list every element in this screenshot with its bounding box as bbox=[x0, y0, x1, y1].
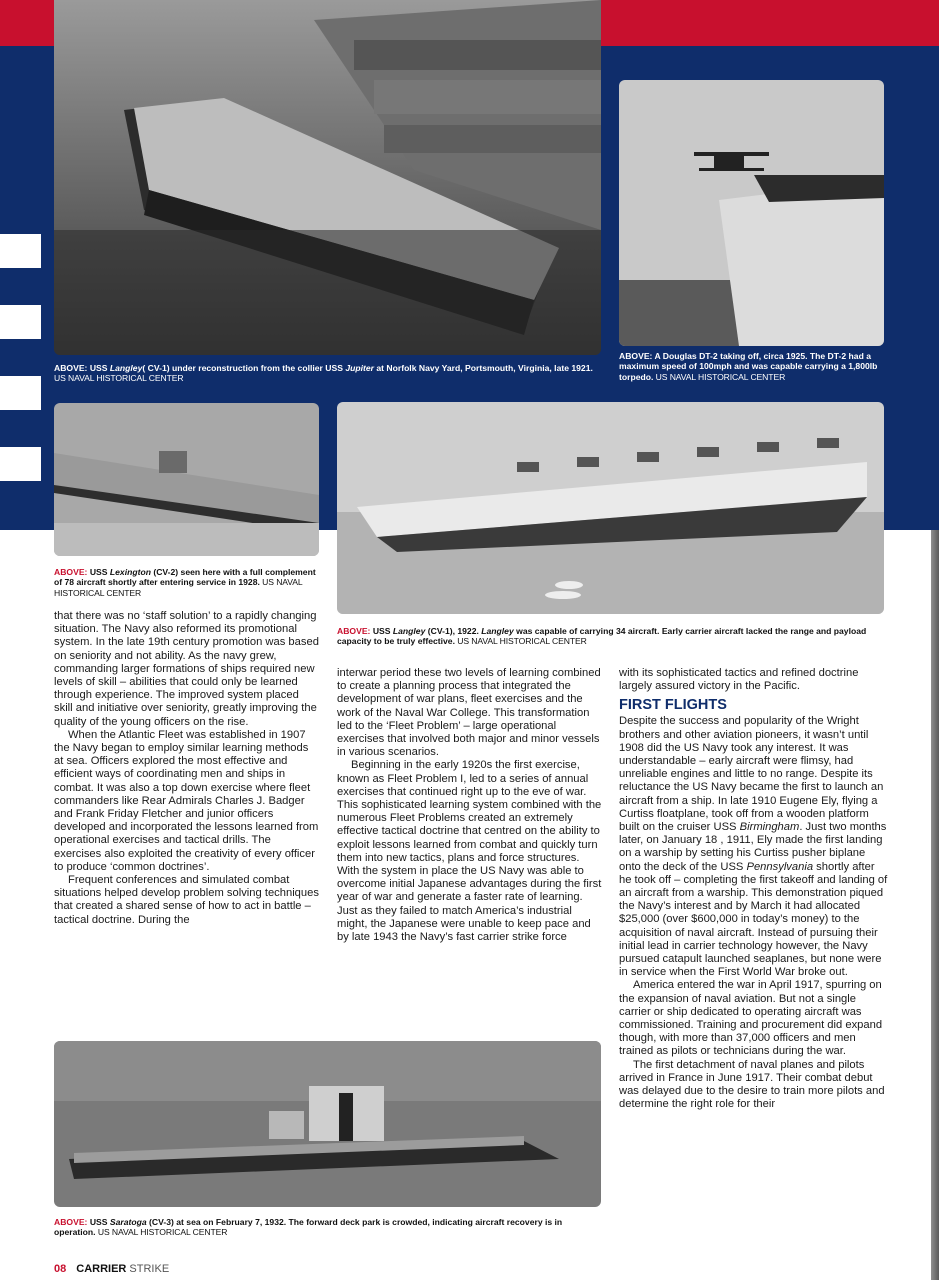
flag-stripe bbox=[0, 234, 41, 268]
caption-text: at Norfolk Navy Yard, Portsmouth, Virginia, late 1921. bbox=[373, 363, 593, 373]
caption-italic: Langley bbox=[481, 626, 514, 636]
flag-stripe bbox=[0, 305, 41, 339]
page-footer bbox=[54, 1263, 169, 1275]
paragraph: America entered the war in April 1917, spurring on the expansion of naval aviation. But not a single carrier or ship dedicated to operating aircraft was commissioned. Training and procurement did expand though, with more than 37,000 officers and men trained as pilots or technicians during the war. bbox=[619, 979, 883, 1058]
caption-text: (CV-1), 1922. bbox=[425, 626, 482, 636]
magazine-title-suffix: STRIKE bbox=[126, 1263, 170, 1275]
paragraph: The first detachment of naval planes and pilots arrived in France in June 1917. Their combat debut was delayed due to the desire to train more pilots and determine the right role for their bbox=[619, 1058, 885, 1111]
photo-lexington bbox=[54, 403, 319, 556]
section-heading: FIRST FLIGHTS bbox=[619, 697, 727, 714]
caption-label: ABOVE: bbox=[54, 1217, 88, 1227]
caption-italic: Jupiter bbox=[345, 363, 374, 373]
caption-italic: Saratoga bbox=[109, 1217, 147, 1227]
paragraph-text: shortly after he took off – completing the first takeoff and landing of an aircraft from a warship. This demonstration piqued the Navy’s interest and by March it had allocated $25,000 (over $600,000 in today’s money) to the acquisition of naval aircraft. Instead of pursuing their initial lead in carrier technology however, the Navy pursued catapult launched seaplanes, but none were in service when the First World War broke out. bbox=[619, 860, 888, 979]
caption-italic: Langley bbox=[109, 363, 143, 373]
photo-credit: US NAVAL HISTORICAL CENTER bbox=[653, 371, 786, 382]
paragraph-text: Despite the success and popularity of the Wright brothers and other aviation pioneers, it wasn’t until 1908 did the US Navy took any interest. It was understandable – early aircraft were flimsy, had unreliable engines and little to no range. Despite its reluctance the US Navy became the first to launch an aircraft from a ship. In late 1910 Eugene Ely, flying a Curtiss floatplane, took off from a wooden platform built on the cruiser USS bbox=[619, 715, 884, 834]
photo-credit: US NAVAL HISTORICAL CENTER bbox=[95, 1227, 228, 1238]
photo-douglas-dt2 bbox=[619, 80, 884, 346]
page-edge bbox=[931, 530, 939, 1280]
caption-lexington bbox=[54, 567, 319, 598]
paragraph-text: . Just two months later, on January 18 , 1911, Ely made the first landing on a warship by setting his Curtiss pusher biplane onto the deck of the USS bbox=[619, 821, 887, 873]
paragraph: with its sophisticated tactics and refined doctrine largely assured victory in the Pacific. bbox=[619, 667, 859, 693]
page-number: 08 bbox=[54, 1263, 67, 1275]
photo-credit: US NAVAL HISTORICAL CENTER bbox=[454, 636, 587, 647]
caption-langley-reconstruction bbox=[54, 363, 601, 384]
caption-text: (CV-2) seen here with a full complement of 78 aircraft shortly after entering service in 1928. bbox=[54, 567, 316, 588]
paragraph-italic: Pennsylvania bbox=[746, 860, 814, 873]
paragraph-italic: Birmingham bbox=[739, 821, 800, 834]
caption-text: was capable of carrying 34 aircraft. Early carrier aircraft lacked the range and payload capacity to be truly effective. bbox=[337, 626, 867, 647]
caption-label: ABOVE: bbox=[54, 363, 88, 373]
caption-text: (CV-3) at sea on February 7, 1932. The forward deck park is crowded, indicating aircraft recovery is in operation. bbox=[54, 1217, 563, 1238]
caption-label: ABOVE: bbox=[54, 567, 88, 577]
paragraph: Frequent conferences and simulated combat situations helped develop problem solving techniques that created a shared sense of how to act in battle – tactical doctrine. During the bbox=[54, 874, 319, 926]
caption-langley-1922 bbox=[337, 626, 884, 647]
photo-langley-reconstruction bbox=[54, 0, 601, 355]
magazine-title: CARRIER bbox=[76, 1263, 127, 1275]
caption-text: A Douglas DT-2 taking off, circa 1925. The DT-2 had a maximum speed of 100mph and was capable carrying a 1,800lb torpedo. bbox=[619, 351, 878, 382]
flag-stripe bbox=[0, 376, 41, 410]
caption-text: USS bbox=[370, 626, 393, 636]
body-column-2 bbox=[337, 667, 602, 944]
caption-text: USS bbox=[87, 567, 110, 577]
photo-langley-1922 bbox=[337, 402, 884, 614]
caption-text: ( CV-1) under reconstruction from the collier USS bbox=[142, 363, 346, 373]
paragraph: interwar period these two levels of learning combined to create a planning process that integrated the development of war plans, fleet exercises and the work of the Naval War College. This transformation led to the ‘Fleet Problem’ – large operational exercises that involved both major and minor vessels in various scenarios. bbox=[337, 667, 601, 759]
paragraph: that there was no ‘staff solution’ to a rapidly changing situation. The Navy also reformed its promotional system. In the late 19th century promotion was based on seniority and not ability. As the navy grew, commanding larger formations of ships required new levels of skill – abilities that could only be learned through experience. The improved system placed skill and initiative over seniority, greatly improving the quality of the young officers on the rise. bbox=[54, 610, 319, 728]
body-column-3 bbox=[619, 667, 889, 1112]
caption-text: USS bbox=[87, 1217, 110, 1227]
caption-text: USS bbox=[87, 363, 110, 373]
caption-douglas-dt2 bbox=[619, 351, 889, 382]
paragraph bbox=[619, 715, 889, 979]
caption-label: ABOVE: bbox=[337, 626, 371, 636]
paragraph: When the Atlantic Fleet was established in 1907 the Navy began to employ similar learning methods at sea. Officers explored the most effective and efficient ways of coordinating men and ships in combat. It was also a top down exercise where fleet commanders like Rear Admirals Charles J. Badger and Frank Friday Fletcher and junior officers developed and incorporated the lessons learned from operational exercises and tactical drills. The exercises also exploited the creativity of every officer to produce ‘common doctrines’. bbox=[54, 728, 319, 873]
caption-label: ABOVE: bbox=[619, 351, 653, 361]
photo-saratoga bbox=[54, 1041, 601, 1207]
caption-italic: Langley bbox=[392, 626, 426, 636]
photo-credit: US NAVAL HISTORICAL CENTER bbox=[54, 373, 184, 384]
photo-credit: US NAVAL HISTORICAL CENTER bbox=[54, 577, 303, 598]
caption-italic: Lexington bbox=[109, 567, 151, 577]
body-column-1 bbox=[54, 610, 319, 927]
flag-stripe bbox=[0, 447, 41, 481]
paragraph: Beginning in the early 1920s the first exercise, known as Fleet Problem I, led to a series of annual exercises that continued right up to the eve of war. This sophisticated learning system combined with the numerous Fleet Problems created an extremely effective tactical doctrine that centred on the ability to exploit lessons learned from combat and quickly turn them into new tactics, plans and force structures. With the system in place the US Navy was able to overcome initial Japanese advantages during the first year of war and generate a faster rate of learning. Just as they failed to match America’s industrial might, the Japanese were unable to keep pace and by late 1943 the Navy’s fast carrier strike force bbox=[337, 759, 602, 944]
caption-saratoga bbox=[54, 1217, 601, 1238]
